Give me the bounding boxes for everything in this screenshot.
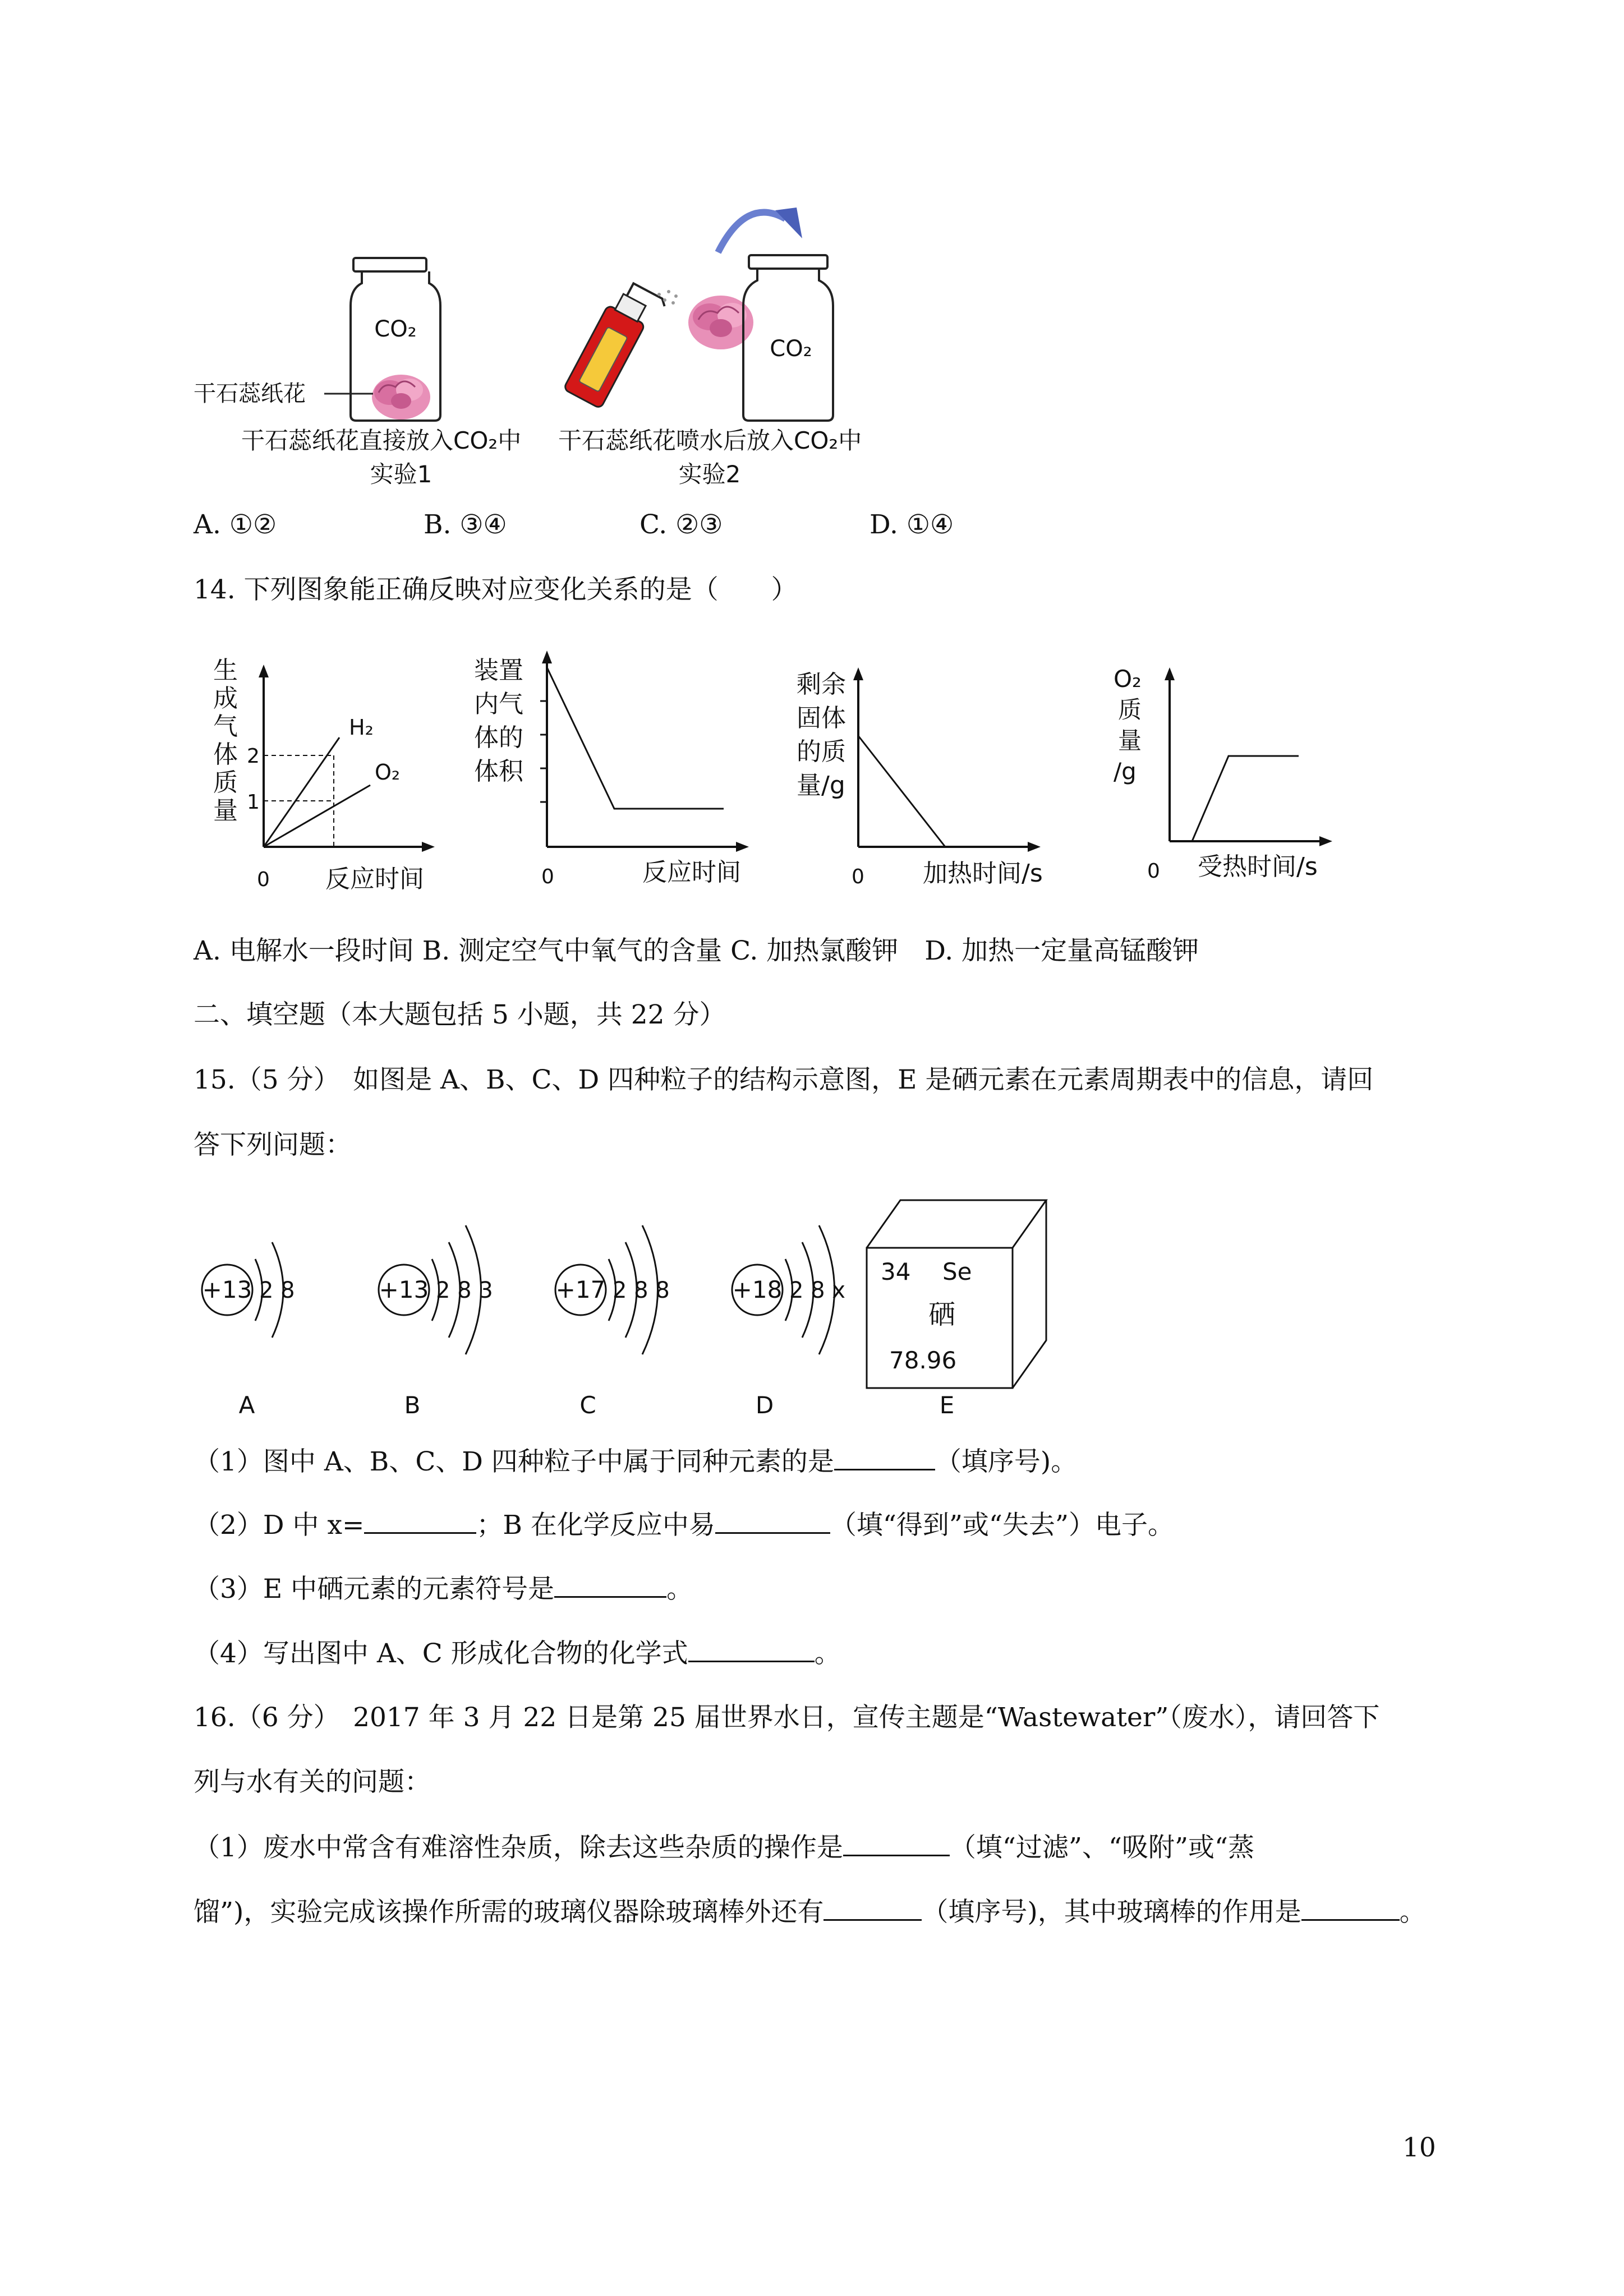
graph-c-ylabel-4: 量/g	[797, 771, 845, 800]
graph-b-oxygen-content	[474, 645, 766, 892]
q16-sub-1-text: （1）废水中常含有难溶性杂质，除去这些杂质的操作是	[194, 1832, 843, 1863]
graph-b-origin: 0	[541, 865, 554, 888]
page-number: 10	[1402, 2132, 1436, 2163]
graph-b-ylabel-1: 装置	[474, 656, 523, 685]
q16-sub-1-blank-instruments[interactable]	[823, 1894, 922, 1921]
particle-b-nucleus: +13	[379, 1276, 429, 1303]
q15-sub-1-blank[interactable]	[834, 1444, 935, 1470]
litmus-flower-1	[372, 375, 430, 419]
graph-d-ylabel-2: 质	[1118, 696, 1142, 723]
graph-c-potassium-chlorate	[797, 662, 1060, 897]
q15-sub-1	[194, 1444, 1077, 1479]
particle-a-label: A	[238, 1391, 255, 1419]
particle-structure-figure	[191, 1189, 1066, 1430]
q15-sub-3-blank[interactable]	[554, 1571, 666, 1598]
q14-stem: 14. 下列图象能正确反映对应变化关系的是（ ）	[194, 574, 798, 605]
q16-sub-1-line-2-suffix: 。	[1399, 1897, 1426, 1928]
particle-c-electrons: 2 8 8	[613, 1278, 670, 1303]
q16-sub-1-line-2-text: 馏”)，实验完成该操作所需的玻璃仪器除玻璃棒外还有	[194, 1897, 824, 1928]
graph-c-ylabel-1: 剩余	[797, 670, 846, 699]
element-mass: 78.96	[889, 1347, 957, 1374]
graph-c-ylabel-2: 固体	[797, 704, 846, 732]
q15-sub-2	[194, 1507, 1174, 1542]
particle-a-nucleus: +13	[202, 1276, 252, 1303]
graph-a-h2-label: H₂	[349, 715, 374, 740]
curved-arrow-icon	[718, 213, 785, 252]
graph-a-ylabel-6: 量	[213, 796, 238, 825]
q15-sub-3-text: （3）E 中硒元素的元素符号是	[194, 1574, 555, 1605]
graph-c-curve	[858, 736, 945, 847]
graph-c-xlabel: 加热时间/s	[923, 859, 1043, 888]
particle-a-electrons: 2 8	[259, 1278, 295, 1303]
graph-a-ylabel-5: 质	[213, 768, 238, 797]
element-number: 34	[881, 1258, 911, 1285]
graph-c-origin: 0	[852, 865, 864, 888]
q13-option-d: D. ①④	[869, 509, 954, 540]
q15-sub-1-text: （1）图中 A、B、C、D 四种粒子中属于同种元素的是	[194, 1446, 834, 1477]
graph-b-ylabel-2: 内气	[474, 690, 523, 718]
arrow-head-icon	[775, 208, 802, 238]
graph-d-curve	[1192, 756, 1299, 841]
particle-d-nucleus: +18	[732, 1276, 783, 1303]
bottle-2-co2-label: CO₂	[770, 336, 812, 362]
graph-d-xlabel: 受热时间/s	[1198, 852, 1318, 881]
q15-sub-2-text: （2）D 中 x=	[194, 1510, 365, 1541]
graph-a-ylabel-1: 生	[213, 656, 238, 685]
bottle-1-co2-label: CO₂	[374, 316, 417, 342]
experiment-1-name: 实验1	[370, 460, 433, 488]
graph-d-potassium-permanganate	[1114, 662, 1349, 897]
q16-sub-1-hint: （填“过滤”、“吸附”或“蒸	[949, 1832, 1255, 1863]
spray-bottle-icon	[563, 278, 667, 413]
particle-c-label: C	[579, 1391, 596, 1419]
graph-c-ylabel-3: 的质	[797, 737, 846, 766]
particle-d-electrons: 2 8 x	[789, 1278, 845, 1303]
q15-sub-3-suffix: 。	[666, 1574, 693, 1605]
section-2-heading: 二、填空题（本大题包括 5 小题，共 22 分）	[194, 999, 726, 1030]
element-label: E	[939, 1391, 955, 1419]
particle-d-label: D	[755, 1391, 774, 1419]
co2-experiment-figure	[180, 185, 909, 499]
graph-a-ylabel-3: 气	[213, 712, 238, 741]
q13-option-b: B. ③④	[424, 509, 507, 540]
graph-a-ylabel-4: 体	[213, 740, 238, 769]
graph-a-electrolysis	[208, 651, 443, 897]
q15-sub-2-mid: ；B 在化学反应中易	[476, 1510, 715, 1541]
q16-sub-1-blank-operation[interactable]	[843, 1830, 950, 1856]
q15-sub-4-suffix: 。	[814, 1638, 841, 1669]
element-name: 硒	[928, 1299, 956, 1330]
graph-a-xlabel: 反应时间	[325, 865, 424, 893]
graph-a-h2-line	[264, 737, 339, 847]
graph-a-tick-2: 2	[247, 745, 260, 768]
graph-b-xlabel: 反应时间	[642, 858, 741, 887]
graph-b-ylabel-3: 体的	[474, 723, 523, 752]
q16-sub-1-line-2-mid: （填序号)，其中玻璃棒的作用是	[922, 1897, 1301, 1928]
element-symbol: Se	[942, 1258, 972, 1285]
q16-stem-line-1: 16.（6 分） 2017 年 3 月 22 日是第 25 届世界水日，宣传主题是“Wastewater”（废水），请回答下	[194, 1702, 1380, 1733]
graph-d-ylabel-1: O₂	[1114, 665, 1142, 693]
graph-a-tick-1: 1	[247, 791, 260, 814]
graph-d-ylabel-4: /g	[1114, 758, 1137, 785]
particle-b-label: B	[404, 1391, 421, 1419]
q16-stem-line-2: 列与水有关的问题：	[194, 1767, 431, 1797]
q16-sub-1-blank-rod-role[interactable]	[1301, 1894, 1400, 1921]
q15-sub-3	[194, 1571, 693, 1606]
graph-a-o2-label: O₂	[375, 760, 401, 785]
particle-c-nucleus: +17	[555, 1276, 606, 1303]
q13-option-a: A. ①②	[194, 509, 277, 540]
q16-sub-1-line-1	[194, 1830, 1254, 1865]
q15-sub-4-blank[interactable]	[688, 1636, 815, 1662]
q15-sub-4	[194, 1636, 841, 1671]
q15-sub-2-suffix: （填“得到”或“失去”）电子。	[830, 1510, 1174, 1541]
graph-b-curve	[547, 667, 724, 809]
q15-stem-line-2: 答下列问题：	[194, 1129, 352, 1160]
particle-b-electrons: 2 8 3	[436, 1278, 493, 1303]
graph-a-o2-line	[264, 785, 370, 847]
q15-sub-1-suffix: （填序号)。	[935, 1446, 1078, 1477]
graph-a-origin: 0	[257, 868, 270, 891]
q14-options: A. 电解水一段时间 B. 测定空气中氧气的含量 C. 加热氯酸钾 D. 加热一定量高锰酸钾	[194, 935, 1199, 966]
graph-d-origin: 0	[1147, 860, 1160, 883]
q15-stem-line-1: 15.（5 分） 如图是 A、B、C、D 四种粒子的结构示意图，E 是硒元素在元素周期表中的信息，请回	[194, 1064, 1374, 1095]
q15-sub-4-text: （4）写出图中 A、C 形成化合物的化学式	[194, 1638, 688, 1669]
graph-b-ylabel-4: 体积	[474, 757, 523, 786]
graph-d-ylabel-3: 量	[1118, 727, 1142, 754]
q15-sub-2-blank-b[interactable]	[715, 1507, 830, 1534]
q13-option-c: C. ②③	[640, 509, 723, 540]
experiment-2-name: 实验2	[678, 460, 741, 488]
flower-label: 干石蕊纸花	[194, 381, 306, 407]
experiment-1-caption: 干石蕊纸花直接放入CO₂中	[241, 427, 522, 454]
graph-a-ylabel-2: 成	[213, 684, 238, 713]
q16-sub-1-line-2	[194, 1894, 1426, 1929]
q15-sub-2-blank-x[interactable]	[364, 1507, 476, 1534]
experiment-2-caption: 干石蕊纸花喷水后放入CO₂中	[558, 427, 862, 454]
